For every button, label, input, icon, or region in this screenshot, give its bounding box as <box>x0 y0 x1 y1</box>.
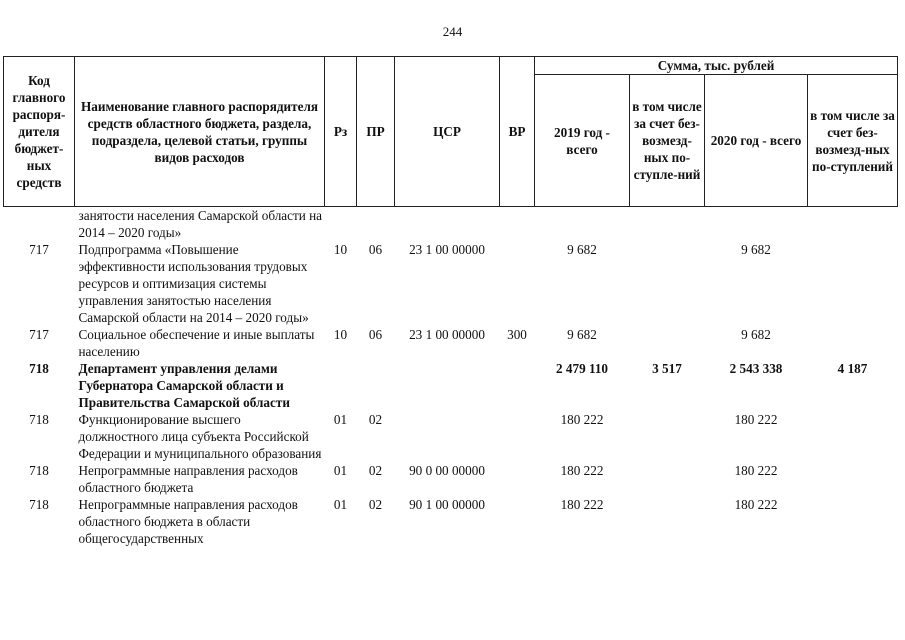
header-sum-group: Сумма, тыс. рублей <box>535 57 898 75</box>
cell-2020-free <box>808 411 898 462</box>
cell-2020-free <box>808 326 898 360</box>
cell-code: 718 <box>29 463 49 478</box>
cell-2019-total: 9 682 <box>567 242 597 257</box>
cell-csr: 90 1 00 00000 <box>409 497 485 512</box>
cell-vr <box>500 241 535 326</box>
cell-code: 717 <box>29 242 49 257</box>
header-code: Код главного распоря-дителя бюджет-ных средств <box>4 57 75 207</box>
header-csr: ЦСР <box>395 57 500 207</box>
cell-vr: 300 <box>507 327 527 342</box>
cell-2019-total: 9 682 <box>567 327 597 342</box>
cell-2020-total: 180 222 <box>734 497 778 512</box>
cell-2019-total: 180 222 <box>560 412 604 427</box>
header-vr: ВР <box>500 57 535 207</box>
cell-2020-free <box>808 241 898 326</box>
cell-2019-total <box>535 207 630 242</box>
cell-2020-total: 180 222 <box>734 463 778 478</box>
table-row <box>4 326 898 360</box>
cell-code: 717 <box>29 327 49 342</box>
table-row <box>4 496 898 547</box>
cell-2019-free <box>630 496 705 547</box>
cell-2020-free <box>808 207 898 242</box>
cell-csr: 23 1 00 00000 <box>409 242 485 257</box>
cell-pr: 02 <box>368 497 383 512</box>
cell-vr <box>500 207 535 242</box>
cell-vr <box>500 411 535 462</box>
cell-2019-total: 180 222 <box>560 463 604 478</box>
cell-2019-total: 180 222 <box>560 497 604 512</box>
cell-pr: 02 <box>368 463 383 478</box>
cell-pr: 06 <box>368 327 383 342</box>
cell-name: Функционирование высшего должностного лица субъекта Российской Федерации и муниципального образования <box>78 412 322 461</box>
cell-csr: 23 1 00 00000 <box>409 327 485 342</box>
cell-2020-free <box>808 496 898 547</box>
cell-2020-total: 2 543 338 <box>729 361 783 376</box>
table-row <box>4 241 898 326</box>
cell-2020-total: 180 222 <box>734 412 778 427</box>
cell-rz: 01 <box>333 412 348 427</box>
cell-code <box>4 207 75 242</box>
cell-code: 718 <box>29 412 49 427</box>
header-rz: Рз <box>325 57 357 207</box>
cell-name: Непрограммные направления расходов областного бюджета <box>78 463 298 495</box>
budget-table <box>3 56 898 547</box>
cell-2019-free <box>630 207 705 242</box>
cell-2019-free <box>630 411 705 462</box>
cell-rz: 01 <box>333 463 348 478</box>
cell-2020-total: 9 682 <box>741 242 771 257</box>
cell-vr <box>500 360 535 411</box>
cell-name: Департамент управления делами Губернатора Самарской области и Правительства Самарской области <box>78 361 290 410</box>
cell-vr <box>500 462 535 496</box>
header-2019-free: в том числе за счет без-возмезд-ных по-ступле-ний <box>630 75 705 207</box>
cell-vr <box>500 496 535 547</box>
cell-csr <box>395 360 500 411</box>
cell-pr <box>357 360 395 411</box>
cell-csr <box>395 411 500 462</box>
header-row-top <box>4 57 898 75</box>
table-row <box>4 462 898 496</box>
table-row <box>4 411 898 462</box>
cell-2019-free: 3 517 <box>652 361 682 376</box>
cell-name: Непрограммные направления расходов областного бюджета в области общегосударственных <box>78 497 298 546</box>
cell-csr <box>395 207 500 242</box>
table-body <box>4 207 898 548</box>
header-2020-total: 2020 год - всего <box>705 75 808 207</box>
table-row <box>4 207 898 242</box>
header-pr: ПР <box>357 57 395 207</box>
cell-name: Подпрограмма «Повышение эффективности использования трудовых ресурсов и оптимизация системы управления занятостью населения Самарской области на 2014 – 2020 годы» <box>78 242 309 325</box>
page-number: 244 <box>442 24 463 39</box>
header-name: Наименование главного распорядителя средств областного бюджета, раздела, подраздела, целевой статьи, группы видов расходов <box>75 57 325 207</box>
cell-rz: 10 <box>333 242 348 257</box>
cell-csr: 90 0 00 00000 <box>409 463 485 478</box>
cell-2019-free <box>630 462 705 496</box>
cell-code: 718 <box>29 497 49 512</box>
cell-pr <box>357 207 395 242</box>
header-2019-total: 2019 год - всего <box>535 75 630 207</box>
cell-rz: 01 <box>333 497 348 512</box>
cell-name: занятости населения Самарской области на 2014 – 2020 годы» <box>78 208 323 240</box>
cell-2020-free: 4 187 <box>837 361 868 376</box>
cell-2020-free <box>808 462 898 496</box>
cell-2019-free <box>630 326 705 360</box>
cell-rz <box>325 207 357 242</box>
cell-rz <box>325 360 357 411</box>
header-2020-free: в том числе за счет без-возмезд-ных по-ступлений <box>808 75 898 207</box>
table-row <box>4 360 898 411</box>
cell-pr: 06 <box>368 242 383 257</box>
cell-2019-free <box>630 241 705 326</box>
cell-2020-total: 9 682 <box>741 327 771 342</box>
cell-code: 718 <box>29 361 49 376</box>
cell-2019-total: 2 479 110 <box>555 361 609 376</box>
cell-rz: 10 <box>333 327 348 342</box>
cell-pr: 02 <box>368 412 383 427</box>
cell-2020-total <box>705 207 808 242</box>
cell-name: Социальное обеспечение и иные выплаты населению <box>78 327 315 359</box>
